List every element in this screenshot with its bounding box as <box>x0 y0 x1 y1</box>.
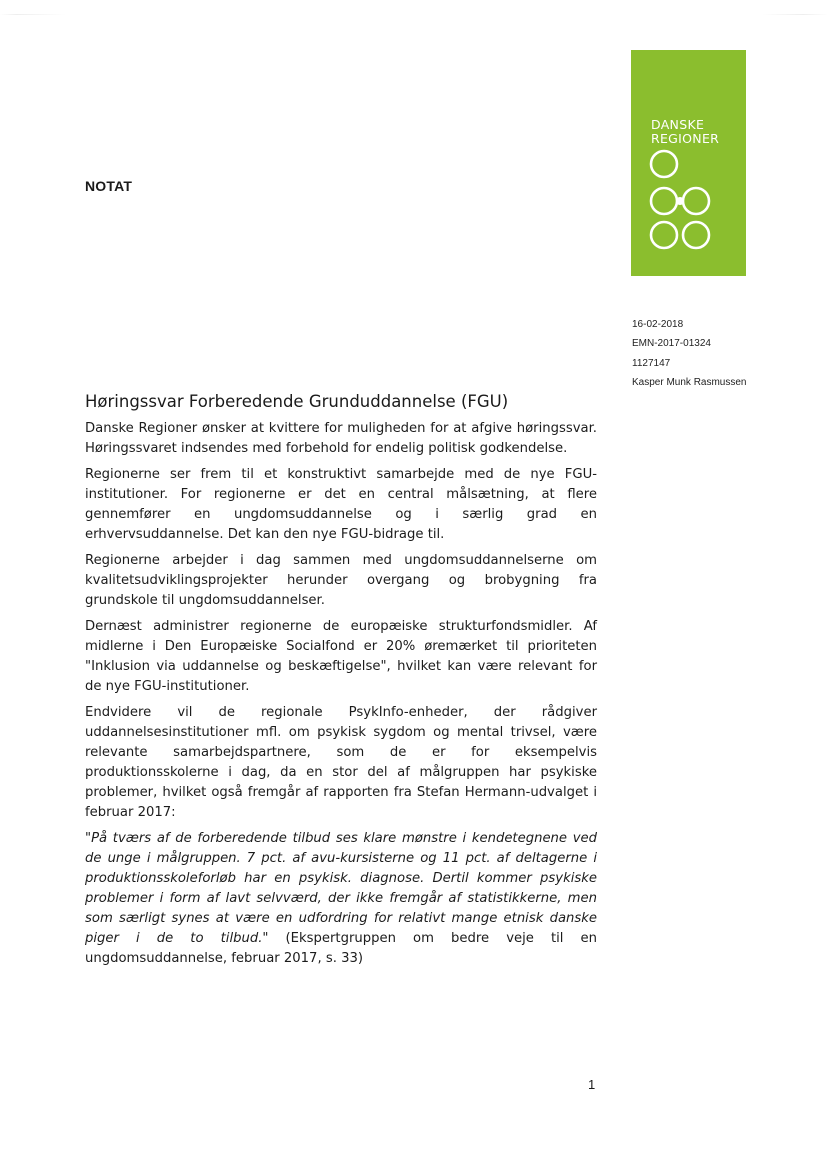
logo-circles-icon <box>645 146 715 256</box>
document-body <box>85 419 597 975</box>
quote-citation: (Ekspertgruppen om bedre veje til en ungdomsuddannelse, februar 2017, s. 33) <box>85 931 597 966</box>
document-title: Høringssvar Forberedende Grunduddannelse (FGU) <box>85 392 509 411</box>
page-number: 1 <box>588 1077 596 1092</box>
meta-author: Kasper Munk Rasmussen <box>632 376 747 388</box>
quote-paragraph <box>85 829 597 969</box>
paragraph: Regionerne ser frem til et konstruktivt samarbejde med de nye FGU-institutioner. For regionerne er det en central målsætning, at flere gennemfører en ungdomsuddannelse og i særlig grad en erhvervsuddannelse. Det kan den nye FGU-bidrage til. <box>85 467 597 542</box>
quote-text: "På tværs af de forberedende tilbud ses klare mønstre i kendetegnene ved de unge i målgruppen. 7 pct. af avu-kursisterne og 11 pct. af deltagerne i produktionsskoleforløb har en psykisk. diagnose. Dertil kommer psykiske problemer i form af lavt selvværd, der ikke fremgår af statistikkerne, men som særligt synes at være en udfordring for relativt mange etnisk danske piger i de to tilbud." <box>85 831 597 946</box>
logo-line-2: REGIONER <box>651 131 720 146</box>
danske-regioner-logo <box>631 50 746 276</box>
logo-line-1: DANSKE <box>651 117 705 132</box>
meta-case-number: EMN-2017-01324 <box>632 338 711 350</box>
meta-document-number: 1127147 <box>632 357 671 369</box>
paragraph: Endvidere vil de regionale PsykInfo-enheder, der rådgiver uddannelsesinstitutioner mfl. om psykisk sygdom og mental trivsel, være relevante samarbejdspartnere, som de er for eksempelvis produktionsskolerne i dag, da en stor del af målgruppen har psykiske problemer, hvilket også fremgår af rapporten fra Stefan Hermann-udvalget i februar 2017: <box>85 705 597 820</box>
document-type-label: NOTAT <box>85 178 133 194</box>
paragraph: Danske Regioner ønsker at kvittere for muligheden for at afgive høringssvar. Høringssvaret indsendes med forbehold for endelig politisk godkendelse. <box>85 421 597 456</box>
logo-wordmark <box>651 118 719 146</box>
document-meta <box>632 315 747 392</box>
meta-date: 16-02-2018 <box>632 319 684 330</box>
paragraph: Regionerne arbejder i dag sammen med ungdomsuddannelserne om kvalitetsudviklingsprojekter herunder overgang og brobygning fra grundskole til ungdomsuddannelser. <box>85 553 597 608</box>
paragraph: Dernæst administrer regionerne de europæiske strukturfondsmidler. Af midlerne i Den Europæiske Socialfond er 20% øremærket til prioriteten "Inklusion via uddannelse og beskæftigelse", hvilket kan være relevant for de nye FGU-institutioner. <box>85 619 597 694</box>
page-edge <box>0 14 828 15</box>
